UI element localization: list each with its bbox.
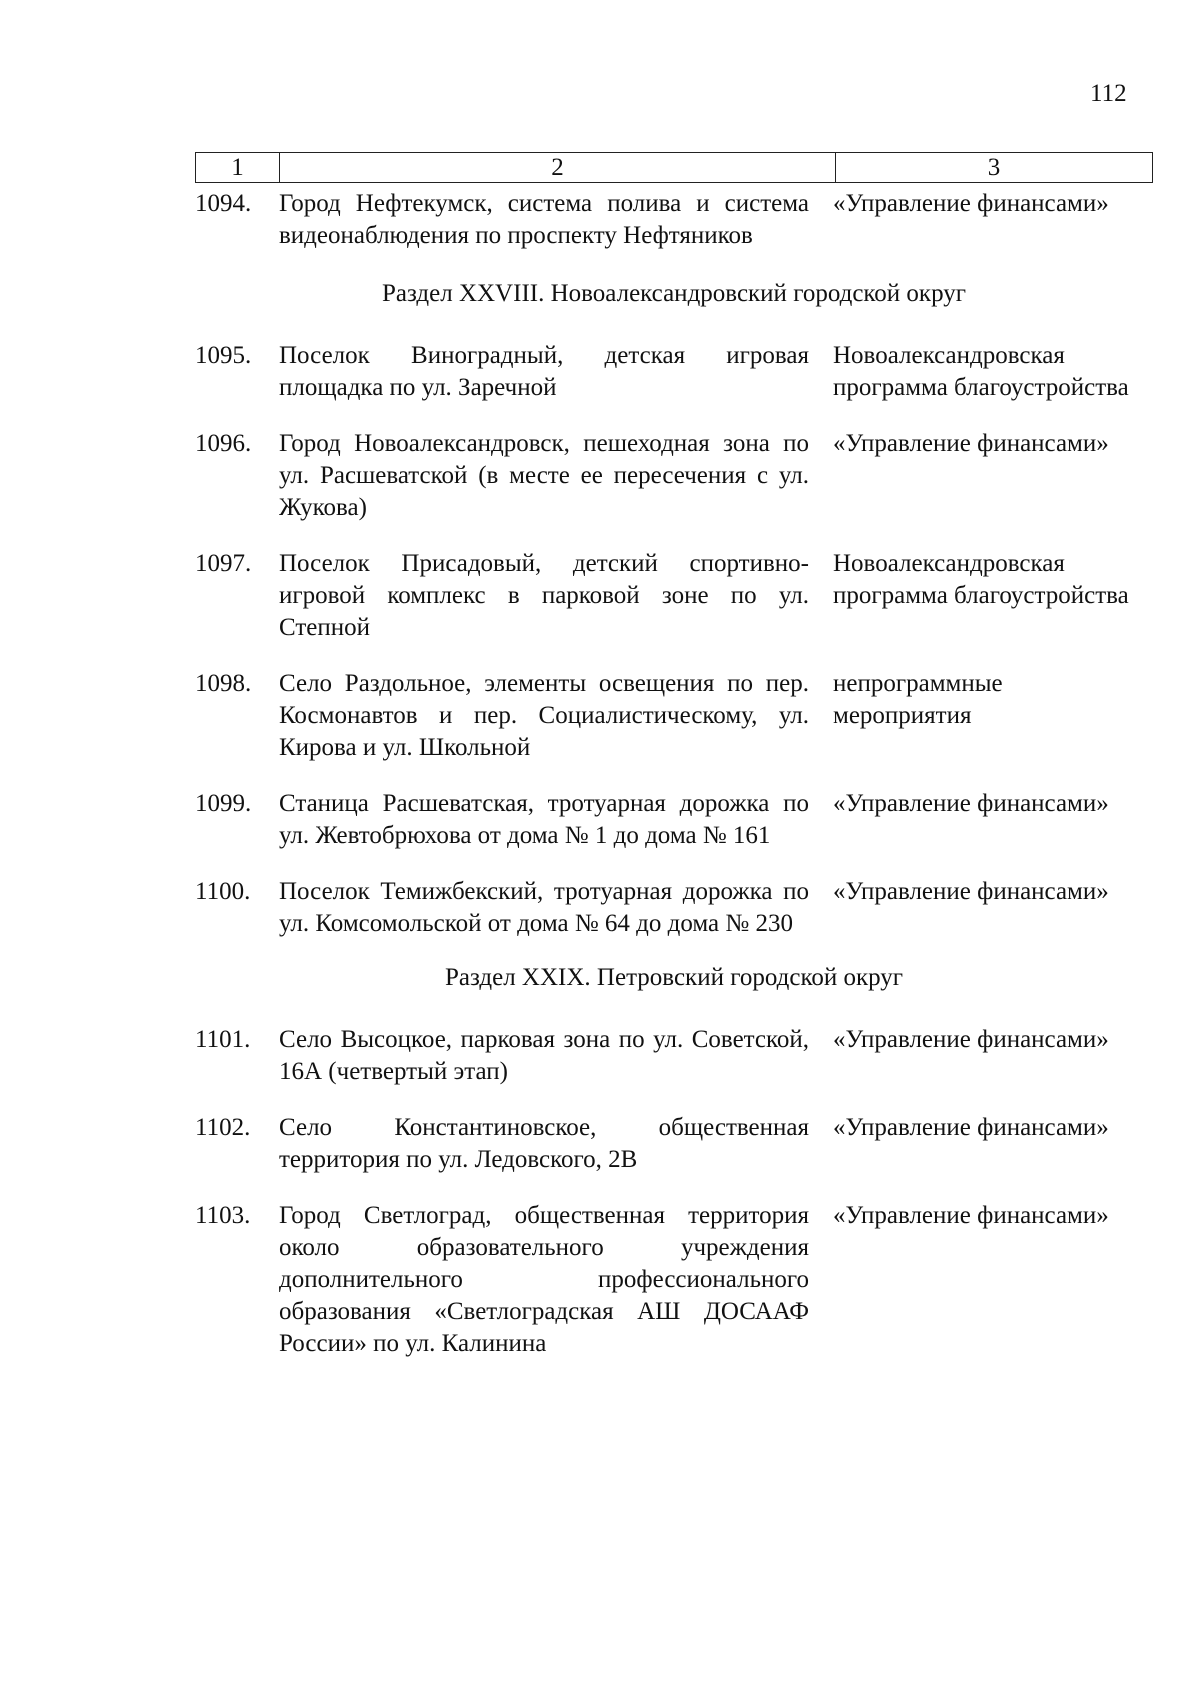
row-description: Поселок Виноградный, детская игровая площадка по ул. Заречной (279, 342, 809, 401)
section-heading: Раздел XXVIII. Новоалександровский городской округ (381, 280, 966, 307)
page-number: 112 (1090, 80, 1127, 107)
row-description: Город Новоалександровск, пешеходная зона по ул. Расшеватской (в месте ее пересечения с ул. Жукова) (279, 430, 809, 521)
row-funding-source: «Управление финансами» (833, 878, 1109, 905)
row-funding-source: «Управление финансами» (833, 1026, 1109, 1053)
row-description: Город Светлоград, общественная территория около образовательного учреждения дополнительного профессионального образования «Светлоградская АШ ДОСААФ России» по ул. Калинина (279, 1202, 809, 1357)
table-row (195, 668, 1153, 764)
row-number: 1096. (195, 430, 252, 457)
row-funding-source: «Управление финансами» (833, 430, 1109, 457)
table-header (195, 152, 1153, 183)
row-funding-source: «Управление финансами» (833, 1114, 1109, 1141)
row-description: Поселок Темижбекский, тротуарная дорожка по ул. Комсомольской от дома № 64 до дома № 230 (279, 878, 809, 937)
table-body (195, 188, 1153, 1360)
row-number: 1097. (195, 550, 252, 577)
row-number: 1101. (195, 1026, 251, 1053)
row-number: 1094. (195, 190, 252, 217)
section-heading: Раздел XXIX. Петровский городской округ (444, 964, 904, 991)
row-number: 1103. (195, 1202, 251, 1229)
row-number: 1099. (195, 790, 252, 817)
row-number: 1098. (195, 670, 252, 697)
row-funding-source: «Управление финансами» (833, 790, 1109, 817)
row-funding-source: «Управление финансами» (833, 190, 1109, 217)
row-description: Село Раздольное, элементы освещения по пер. Космонавтов и пер. Социалистическому, ул. Кирова и ул. Школьной (279, 670, 809, 761)
table-row (195, 428, 1153, 524)
row-description: Поселок Присадовый, детский спортивно-игровой комплекс в парковой зоне по ул. Степной (279, 550, 809, 641)
table-row (195, 548, 1153, 644)
row-funding-source: непрограммные мероприятия (833, 670, 1003, 729)
column-number-2: 2 (280, 153, 836, 182)
table-row (195, 1200, 1153, 1360)
row-funding-source: «Управление финансами» (833, 1202, 1109, 1229)
row-number: 1095. (195, 342, 252, 369)
row-description: Село Высоцкое, парковая зона по ул. Советской, 16А (четвертый этап) (279, 1026, 809, 1085)
row-description: Станица Расшеватская, тротуарная дорожка по ул. Жевтобрюхова от дома № 1 до дома № 161 (279, 790, 809, 849)
column-number-3: 3 (987, 154, 1001, 181)
table-row (195, 340, 1153, 404)
column-number-1: 1 (196, 153, 280, 182)
row-number: 1100. (195, 878, 251, 905)
table-row (195, 876, 1153, 940)
row-funding-source: Новоалександровская программа благоустройства (833, 550, 1129, 609)
row-number: 1102. (195, 1114, 251, 1141)
table-row (195, 1024, 1153, 1088)
row-funding-source: Новоалександровская программа благоустройства (833, 342, 1129, 401)
table-row (195, 788, 1153, 852)
table-row (195, 188, 1153, 252)
row-description: Город Нефтекумск, система полива и система видеонаблюдения по проспекту Нефтяников (279, 190, 809, 249)
table-row (195, 1112, 1153, 1176)
row-description: Село Константиновское, общественная территория по ул. Ледовского, 2В (279, 1114, 809, 1173)
